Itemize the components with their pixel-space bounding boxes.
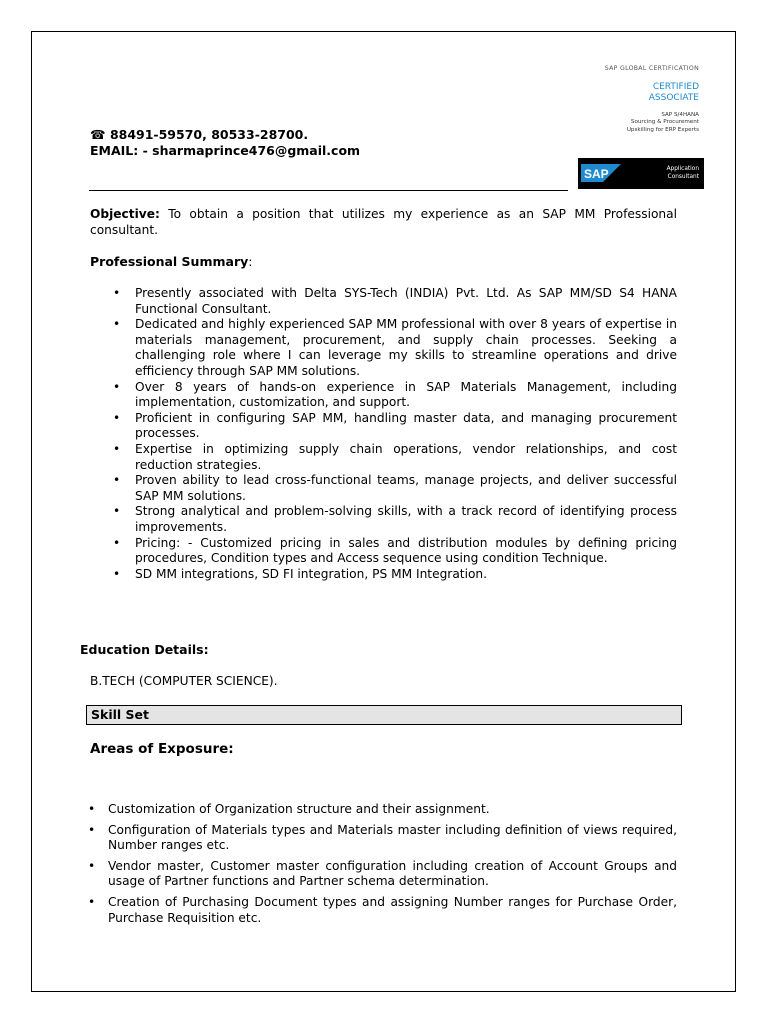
sap-certification-badge (578, 62, 704, 190)
list-item: • Proficient in configuring SAP MM, handling master data, and managing procurement processes. (113, 411, 677, 442)
list-item: • Vendor master, Customer master configuration including creation of Account Groups and usage of Partner functions and Partner schema determination. (88, 859, 677, 890)
list-item: • Pricing: - Customized pricing in sales and distribution modules by defining pricing procedures, Condition types and Access sequence using condition Technique. (113, 536, 677, 567)
education-heading: Education Details: (80, 642, 209, 657)
badge-subtitle: SAP S/4HANA Sourcing & Procurement Upskilling for ERP Experts (626, 112, 699, 133)
areas-of-exposure-heading: Areas of Exposure: (90, 741, 234, 757)
list-item: • Over 8 years of hands-on experience in SAP Materials Management, including implementation, customization, and support. (113, 380, 677, 411)
list-item: • Presently associated with Delta SYS-Tech (INDIA) Pvt. Ltd. As SAP MM/SD S4 HANA Functional Consultant. (113, 286, 677, 317)
areas-list (88, 802, 677, 931)
professional-summary-heading: Professional Summary: (90, 254, 253, 269)
list-item: • Creation of Purchasing Document types and assigning Number ranges for Purchase Order, Purchase Requisition etc. (88, 895, 677, 926)
badge-bottom-bar (578, 158, 704, 189)
badge-role: Application Consultant (666, 166, 699, 180)
header-divider (89, 190, 568, 191)
badge-top (578, 62, 704, 156)
email-line: EMAIL: - sharmaprince476@gmail.com (90, 143, 361, 158)
list-item: • Strong analytical and problem-solving skills, with a track record of identifying process improvements. (113, 504, 677, 535)
list-item: • Proven ability to lead cross-functional teams, manage projects, and deliver successful SAP MM solutions. (113, 473, 677, 504)
badge-header: SAP GLOBAL CERTIFICATION (604, 65, 699, 72)
badge-level: CERTIFIED ASSOCIATE (648, 82, 699, 103)
sap-logo-icon (581, 164, 621, 182)
skill-set-heading: Skill Set (86, 705, 682, 725)
objective: Objective: To obtain a position that utilizes my experience as an SAP MM Professional consultant. (90, 207, 677, 237)
contact-block (90, 127, 360, 159)
list-item: • SD MM integrations, SD FI integration, PS MM Integration. (113, 567, 677, 583)
list-item: • Dedicated and highly experienced SAP MM professional with over 8 years of expertise in materials management, procurement, and supply chain processes. Seeking a challenging role where I can leverage my skills to streamline operations and drive efficiency through SAP MM solutions. (113, 317, 677, 379)
list-item: • Expertise in optimizing supply chain operations, vendor relationships, and cost reduction strategies. (113, 442, 677, 473)
telephone-icon: ☎ (90, 127, 106, 142)
svg-text:SAP: SAP (584, 167, 609, 181)
list-item: • Configuration of Materials types and Materials master including definition of views required, Number ranges etc. (88, 823, 677, 854)
phone-line: ☎ 88491-59570, 80533-28700. (90, 127, 309, 142)
list-item: • Customization of Organization structure and their assignment. (88, 802, 677, 818)
summary-list (113, 286, 677, 582)
education-degree: B.TECH (COMPUTER SCIENCE). (90, 674, 278, 688)
